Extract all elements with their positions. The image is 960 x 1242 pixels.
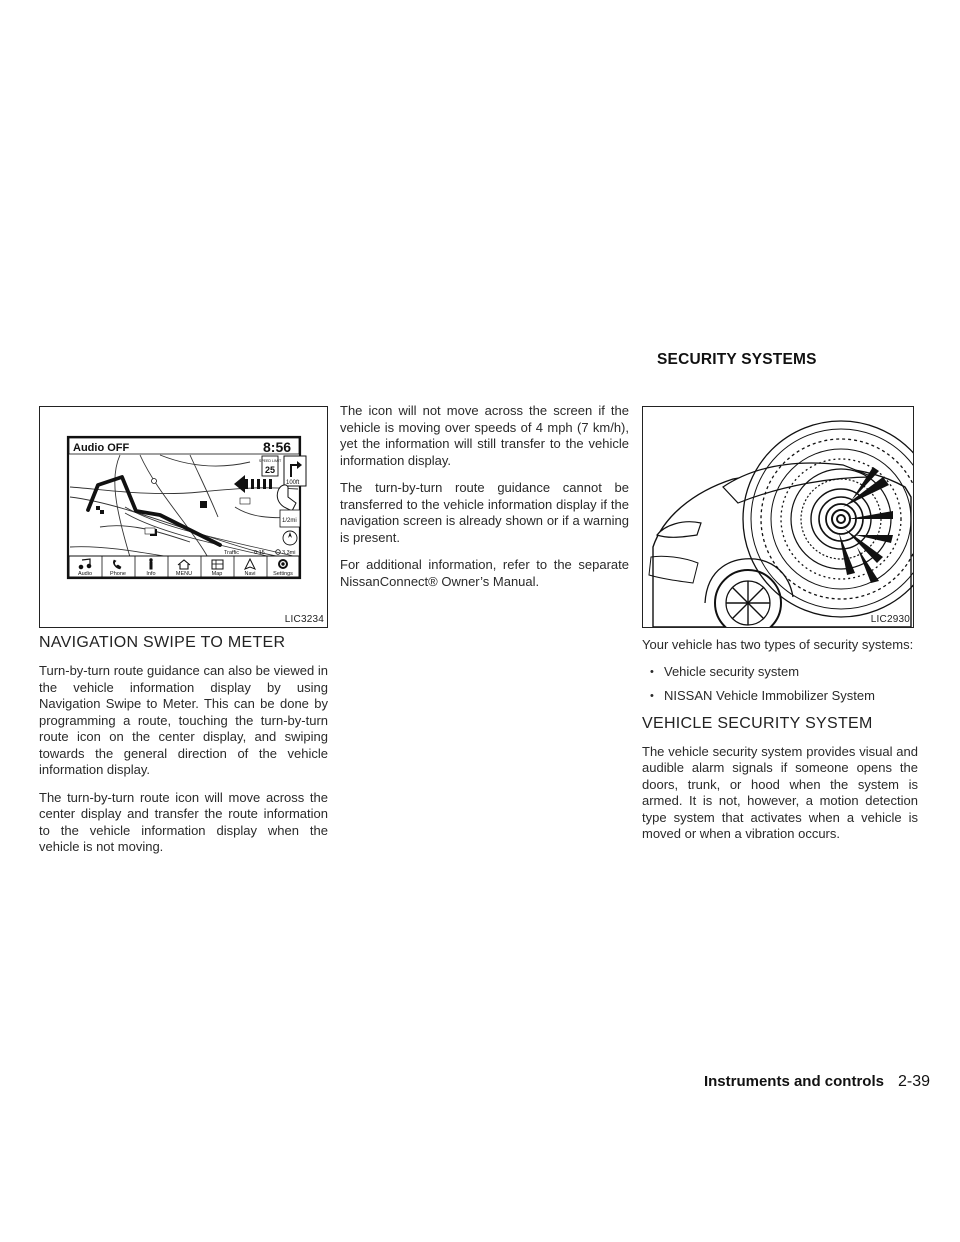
section-title: SECURITY SYSTEMS	[657, 351, 817, 368]
security-intro: Your vehicle has two types of security systems:	[642, 637, 914, 652]
security-types-list	[642, 660, 918, 708]
paragraph: The turn-by-turn route guidance cannot be transferred to the vehicle information display if the navigation screen is already shown or if a warning is present.	[340, 480, 629, 545]
list-item: • NISSAN Vehicle Immobilizer System	[642, 684, 918, 708]
nav-label-info: Info	[146, 571, 156, 577]
audio-status-text: Audio OFF	[73, 442, 130, 454]
nav-label-map: Map	[211, 571, 223, 577]
paragraph: The icon will not move across the screen if the vehicle is moving over speeds of 4 mph (7 km/h), yet the information will still transfer to the vehicle information display.	[340, 403, 629, 468]
column-middle	[340, 403, 629, 601]
navigation-screen-illustration	[40, 407, 327, 627]
speed-limit-value: 25	[264, 465, 276, 475]
heading-vehicle-security: VEHICLE SECURITY SYSTEM	[642, 714, 873, 732]
navigation-screen-figure	[39, 406, 328, 628]
traffic-label: Traffic	[224, 550, 239, 556]
paragraph: The vehicle security system provides visual and audible alarm signals if someone opens the doors, trunk, or hood when the system is armed. It is not, however, a motion detection type system that activates when a vehicle is moved or when a vibration occurs.	[642, 743, 918, 841]
car-security-illustration	[643, 407, 913, 627]
security-figure	[642, 406, 914, 628]
nav-label-menu: MENU	[175, 571, 193, 577]
map-scale-text: 1/2mi	[282, 518, 297, 524]
heading-navigation-swipe: NAVIGATION SWIPE TO METER	[39, 634, 286, 651]
paragraph: Turn-by-turn route guidance can also be viewed in the vehicle information display by using Navigation Swipe to Meter. This can be done by programming a route, touching the turn-by-turn route icon on the center display, and swiping towards the general direction of the vehicle information display.	[39, 663, 328, 777]
figure-label-left: LIC3234	[284, 614, 324, 625]
page-number: 2-39	[897, 1073, 930, 1090]
nav-label-phone: Phone	[110, 571, 126, 577]
nav-label-settings: Settings	[273, 571, 293, 577]
list-item: • Vehicle security system	[642, 660, 918, 684]
column-right	[642, 637, 918, 854]
page-footer	[560, 1073, 930, 1091]
speed-limit-label: SPEED LIMIT	[258, 459, 282, 463]
chapter-title: Instruments and controls	[703, 1073, 884, 1090]
eta-text: 0:15	[254, 550, 265, 556]
nav-label-navi: Navi	[244, 571, 256, 577]
distance-remaining-text: 3.3mi	[282, 550, 296, 556]
column-left	[39, 633, 328, 867]
paragraph: For additional information, refer to the separate NissanConnect® Owner’s Manual.	[340, 557, 629, 589]
clock-text: 8:56	[263, 439, 292, 455]
info-icon[interactable]	[150, 559, 152, 569]
turn-distance-text: 100ft	[286, 480, 300, 486]
paragraph: The turn-by-turn route icon will move across the center display and transfer the route information to the vehicle information display when the vehicle is not moving.	[39, 789, 328, 854]
nav-label-audio: Audio	[77, 571, 93, 577]
figure-label-right: LIC2930	[870, 614, 910, 625]
